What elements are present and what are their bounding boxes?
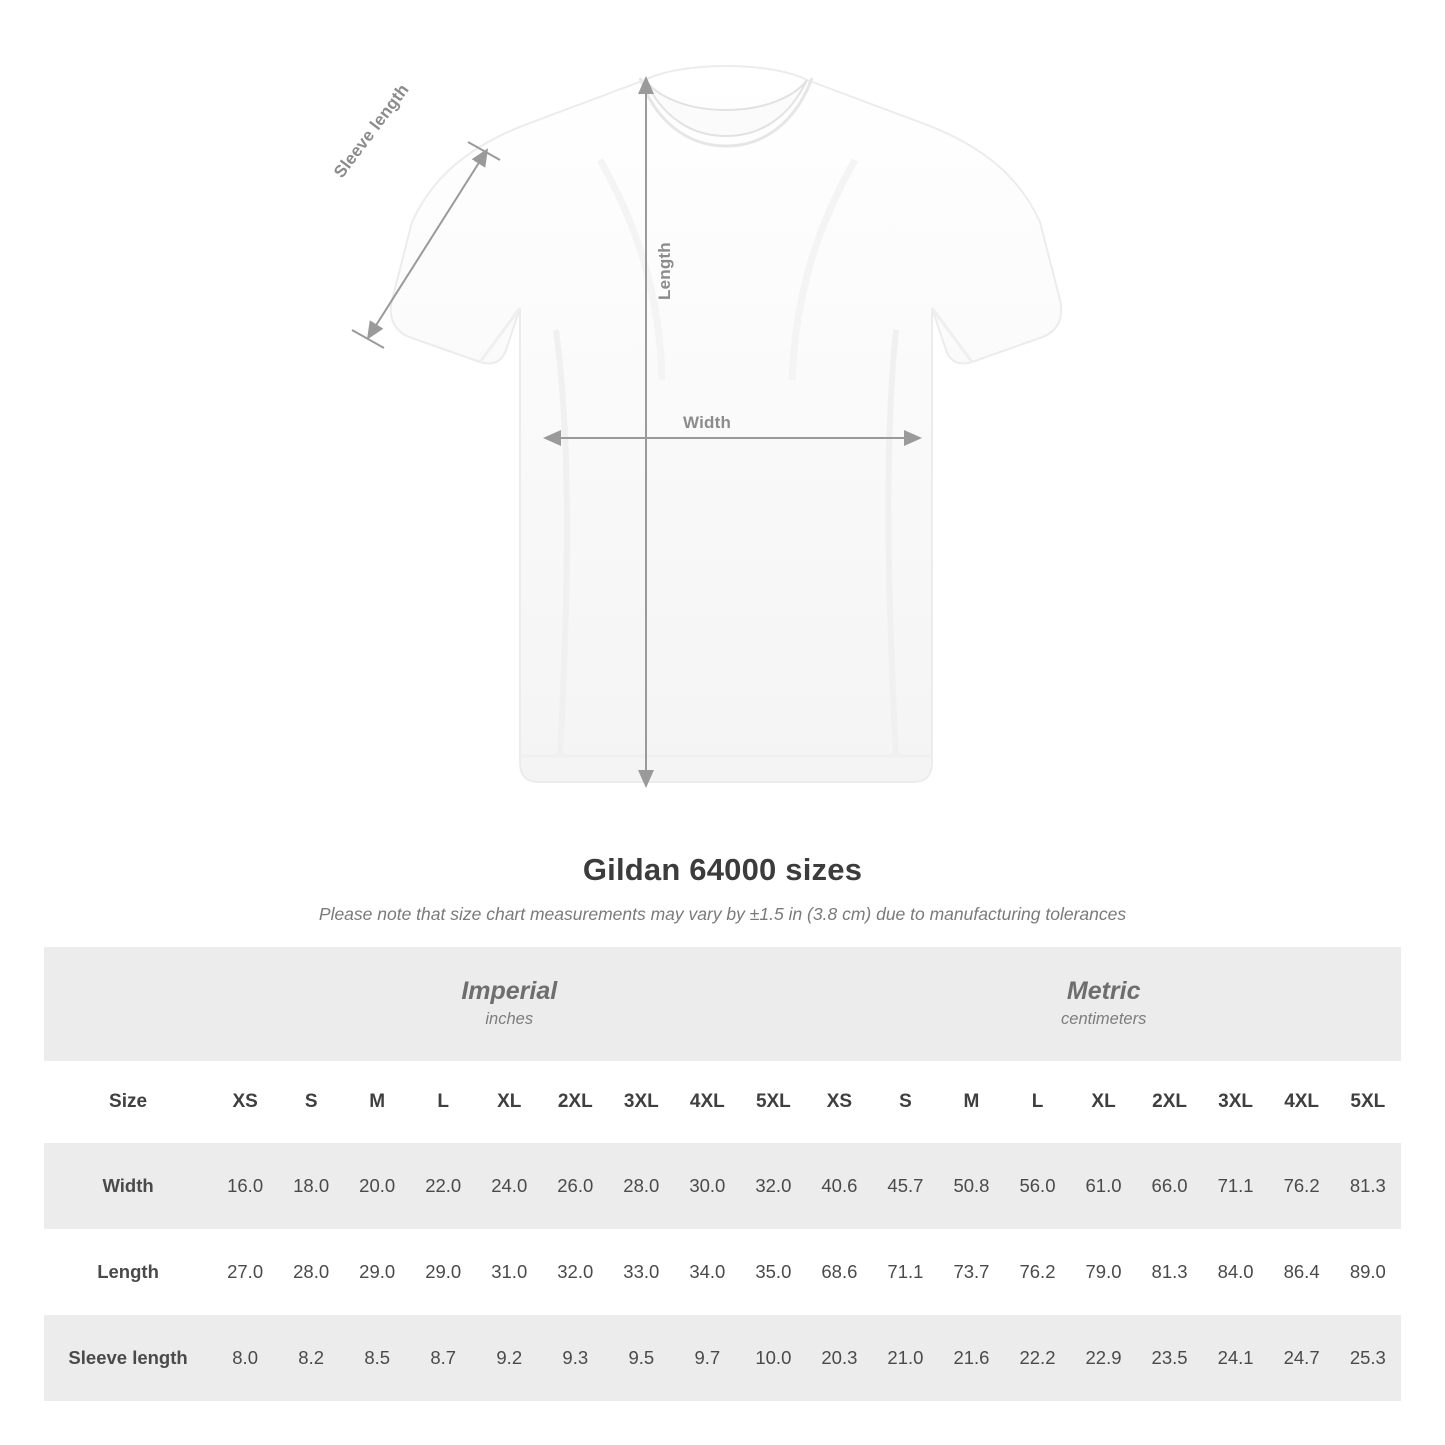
cell: 9.5 [608,1315,674,1401]
cell: 35.0 [740,1229,806,1315]
size-header-cell: L [410,1061,476,1143]
table-row [44,1315,1401,1401]
cell: 40.6 [806,1143,872,1229]
cell: 22.0 [410,1143,476,1229]
size-header-cell: 2XL [542,1061,608,1143]
cell: 30.0 [674,1143,740,1229]
cell: 79.0 [1071,1229,1137,1315]
size-header-cell: S [872,1061,938,1143]
size-header-cell: XL [476,1061,542,1143]
cell: 24.0 [476,1143,542,1229]
cell: 29.0 [410,1229,476,1315]
unit-metric-name: Metric [1066,977,1141,1005]
cell: 89.0 [1335,1229,1401,1315]
cell: 8.2 [278,1315,344,1401]
table-row [44,1229,1401,1315]
cell: 21.0 [872,1315,938,1401]
cell: 50.8 [938,1143,1004,1229]
cell: 8.5 [344,1315,410,1401]
cell: 9.7 [674,1315,740,1401]
unit-imperial-sub: inches [485,1010,534,1029]
table-row [44,1143,1401,1229]
size-chart-table [44,947,1401,1401]
cell: 25.3 [1335,1315,1401,1401]
cell: 32.0 [542,1229,608,1315]
cell: 22.2 [1004,1315,1070,1401]
cell: 24.7 [1269,1315,1335,1401]
cell: 71.1 [872,1229,938,1315]
cell: 31.0 [476,1229,542,1315]
cell: 23.5 [1137,1315,1203,1401]
cell: 84.0 [1203,1229,1269,1315]
tolerance-note: Please note that size chart measurements may vary by ±1.5 in (3.8 cm) due to manufacturing tolerances [318,904,1127,924]
size-header-row [44,1061,1401,1143]
cell: 71.1 [1203,1143,1269,1229]
cell: 16.0 [212,1143,278,1229]
cell: 76.2 [1269,1143,1335,1229]
cell: 26.0 [542,1143,608,1229]
unit-imperial [212,947,806,1061]
row-label-width: Width [44,1143,212,1229]
cell: 8.7 [410,1315,476,1401]
unit-imperial-name: Imperial [461,977,558,1005]
size-header-cell: 4XL [1269,1061,1335,1143]
unit-metric-sub: centimeters [1061,1010,1147,1029]
cell: 24.1 [1203,1315,1269,1401]
cell: 20.3 [806,1315,872,1401]
cell: 28.0 [608,1143,674,1229]
cell: 33.0 [608,1229,674,1315]
cell: 45.7 [872,1143,938,1229]
cell: 10.0 [740,1315,806,1401]
cell: 66.0 [1137,1143,1203,1229]
cell: 61.0 [1071,1143,1137,1229]
size-chart-table-wrap [44,947,1401,1401]
cell: 81.3 [1137,1229,1203,1315]
size-header-cell: 3XL [1203,1061,1269,1143]
cell: 9.2 [476,1315,542,1401]
sleeve-length-label: Sleeve length [330,80,413,182]
row-label-sleeve-length: Sleeve length [44,1315,212,1401]
size-header-cell: 2XL [1137,1061,1203,1143]
cell: 21.6 [938,1315,1004,1401]
size-header-cell: M [344,1061,410,1143]
cell: 18.0 [278,1143,344,1229]
length-label: Length [655,242,674,300]
size-header-cell: 3XL [608,1061,674,1143]
cell: 81.3 [1335,1143,1401,1229]
width-label: Width [683,413,732,432]
size-header-cell: 5XL [1335,1061,1401,1143]
cell: 76.2 [1004,1229,1070,1315]
cell: 27.0 [212,1229,278,1315]
row-label-length: Length [44,1229,212,1315]
cell: 32.0 [740,1143,806,1229]
cell: 20.0 [344,1143,410,1229]
size-row-header: Size [44,1061,212,1143]
cell: 22.9 [1071,1315,1137,1401]
size-header-cell: S [278,1061,344,1143]
cell: 29.0 [344,1229,410,1315]
unit-header-row [44,947,1401,1061]
size-header-cell: XS [806,1061,872,1143]
cell: 28.0 [278,1229,344,1315]
size-header-cell: L [1004,1061,1070,1143]
cell: 56.0 [1004,1143,1070,1229]
cell: 73.7 [938,1229,1004,1315]
cell: 9.3 [542,1315,608,1401]
corner-cell [44,947,212,1061]
size-header-cell: M [938,1061,1004,1143]
page-title: Gildan 64000 sizes [582,852,863,887]
size-header-cell: 4XL [674,1061,740,1143]
cell: 86.4 [1269,1229,1335,1315]
unit-metric [806,947,1401,1061]
size-header-cell: XL [1071,1061,1137,1143]
size-header-cell: 5XL [740,1061,806,1143]
size-header-cell: XS [212,1061,278,1143]
cell: 8.0 [212,1315,278,1401]
cell: 68.6 [806,1229,872,1315]
cell: 34.0 [674,1229,740,1315]
